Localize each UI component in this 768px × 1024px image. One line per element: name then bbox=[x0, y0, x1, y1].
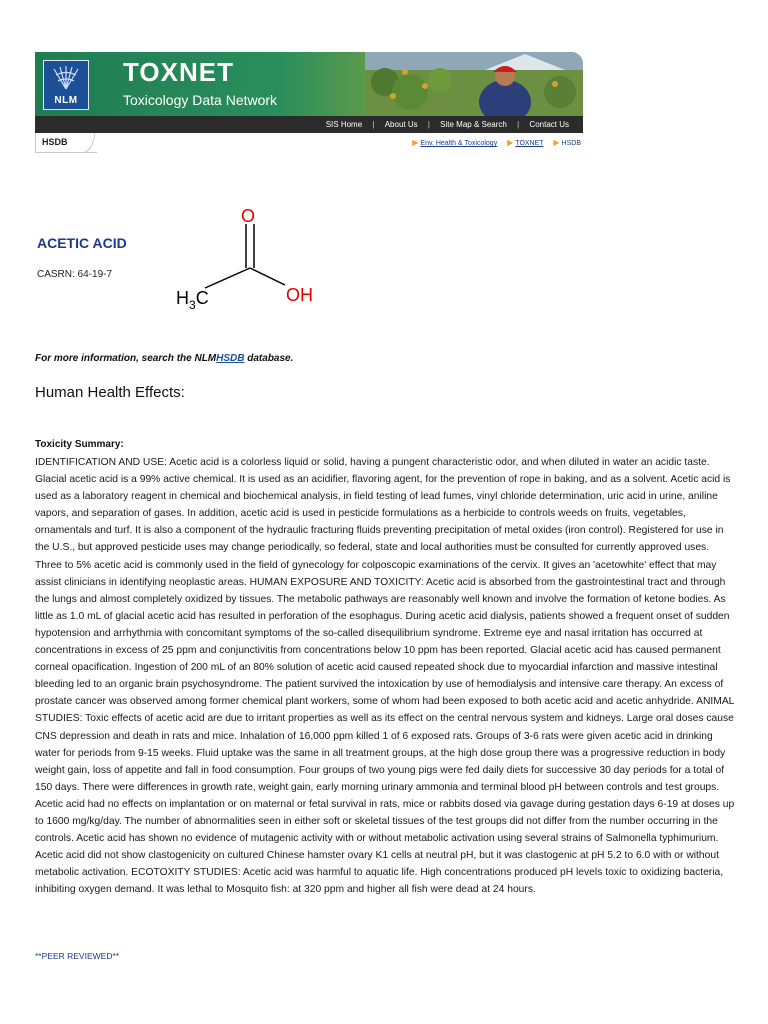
arrow-right-icon: ▶ bbox=[412, 138, 419, 147]
nav-about-us[interactable]: About Us bbox=[384, 120, 418, 129]
nlm-logo-text: NLM bbox=[54, 95, 78, 106]
nav-site-map-search[interactable]: Site Map & Search bbox=[440, 120, 507, 129]
site-title[interactable]: TOXNET bbox=[123, 57, 234, 87]
toxicity-summary-label: Toxicity Summary: bbox=[35, 439, 124, 450]
nav-contact-us[interactable]: Contact Us bbox=[529, 120, 569, 129]
breadcrumb-toxnet[interactable]: TOXNET bbox=[515, 140, 544, 147]
breadcrumb-env-health[interactable]: Env. Health & Toxicology bbox=[420, 140, 498, 147]
more-info-line bbox=[35, 353, 293, 364]
more-info-suffix: database. bbox=[244, 353, 294, 364]
arrow-right-icon: ▶ bbox=[553, 138, 560, 147]
site-subtitle: Toxicology Data Network bbox=[123, 92, 278, 108]
top-nav-bar bbox=[35, 116, 583, 133]
toxnet-banner bbox=[35, 52, 583, 116]
breadcrumb-hsdb: HSDB bbox=[561, 140, 581, 147]
tab-row bbox=[35, 133, 583, 153]
casrn: CASRN: 64-19-7 bbox=[37, 269, 113, 280]
hsdb-link[interactable]: HSDB bbox=[216, 353, 245, 364]
nlm-logo[interactable] bbox=[43, 60, 89, 110]
banner-photo bbox=[365, 52, 583, 116]
section-title: Human Health Effects: bbox=[35, 384, 185, 401]
toxicity-summary-text: IDENTIFICATION AND USE: Acetic acid is a colorless liquid or solid, having a pungent characteristic odor, and when diluted in water an acidic taste. Glacial acetic acid is a 99% active chemical. It is used as an acidifier, flavoring agent, for the prevention of rope in baking, and as a solvent. Acetic acid is used as a laboratory reagent in chemical and biochemical analysis, in field testing of lead fumes, vinyl chloride determination, uric acid in urine, aniline vapors, and separation of gases. In addition, acetic acid is used in pesticide formulations as a herbicide to controls weeds on fruits, vegetables, ornamentals and turf. It is also a component of the hydraulic fracturing fluids preventing precipitation of metal oxides (iron control). Registered for use in the U.S., but approved pesticide uses may change periodically, so federal, state and local authorities must be consulted for currently approved uses. Three to 5% acetic acid is commonly used in the field of gynecology for colposcopic examinations of the cervix. It gives an 'acetowhite' effect that may assist clinicians in identifying neoplastic areas. HUMAN EXPOSURE AND TOXICITY: Acetic acid is absorbed from the gastrointestinal tract and through the lungs and almost completely oxidized by tissues. The metabolic pathways are reasonably well known and involve the formation of ketone bodies. As little as 1.0 mL of glacial acetic acid has resulted in perforation of the esophagus. During acetic acid dialysis, patients showed a frequent onset of sudden hypotension and arrhythmia with concomitant symptoms of the so-called disequilibrium syndrome. Extreme eye and nasal irritation has occurred at concentrations in excess of 25 ppm and conjunctivitis from concentrations below 10 ppm has been reported. Glacial acetic acid has caused permanent corneal opacification. Ingestion of 200 mL of an 80% solution of acetic acid caused repeated shock due to myocardial infarction and massive intestinal bleeding led to an organic brain psychosyndrome. The patient survived the intoxication by use of hemodialysis and intensive care therapy. An excess of prostate cancer was observed among former chemical plant workers, some of whom had been exposed to both acetic acid and acetic anhydride. ANIMAL STUDIES: Toxic effects of acetic acid are due to irritant properties as well as its effect on the central nervous system and kidneys. Large oral doses cause CNS depression and death in rats and mice. Inhalation of 16,000 ppm killed 1 of 6 exposed rats. Groups of 3-6 rats were given acetic acid in drinking water for periods from 9-15 weeks. Fluid uptake was the same in all treatment groups, at the high dose group there was a progressive reduction in body weight gain, loss of appetite and fall in food consumption. Four groups of two young pigs were fed daily diets for successive 30 day periods for a total of 150 days. There were differences in growth rate, weight gain, early morning urinary ammonia and terminal blood pH between controls and test groups. Acetic acid had no effects on implantation or on maternal or fetal survival in rats, mice or rabbits dosed via gavage during gestation days 6-19 at doses up to 1600 mg/kg/day. The number of abnormalities seen in either soft or skeletal tissues of the test groups did not differ from the number occurring in the controls. Acetic acid has shown no evidence of mutagenic activity with or without metabolic activation using several strains of Salmonella typhimurium. Acetic acid did not show clastogenicity on cultured Chinese hamster ovary K1 cells at neutral pH, but it was clastogenic at pH 5.2 to 6.0 with or without metabolic activation. ECOTOXITY STUDIES: Acetic acid was harmful to aquatic life. High concentrations produced pH levels toxic to oxidizing bacteria, inhibiting oxygen demand. It was lethal to Mosquito fish: at 320 ppm and higher all fish were dead at 24 hours. bbox=[35, 457, 735, 896]
oxygen-label: O bbox=[241, 206, 256, 226]
tab-hsdb[interactable]: HSDB bbox=[35, 133, 97, 153]
arrow-right-icon: ▶ bbox=[507, 138, 514, 147]
compound-name: ACETIC ACID bbox=[37, 235, 127, 251]
nav-separator: | bbox=[517, 120, 520, 129]
nav-sis-home[interactable]: SIS Home bbox=[325, 120, 363, 129]
hydroxyl-label: OH bbox=[286, 285, 313, 305]
nlm-globe-icon bbox=[51, 65, 81, 91]
acetic-acid-structure bbox=[170, 200, 330, 315]
more-info-prefix: For more information, search the NLM bbox=[35, 353, 217, 364]
methyl-label: $H_3C$ bbox=[176, 288, 209, 312]
breadcrumb bbox=[404, 138, 581, 147]
peer-reviewed-badge: **PEER REVIEWED** bbox=[35, 951, 120, 961]
nav-separator: | bbox=[427, 120, 430, 129]
nav-separator: | bbox=[372, 120, 375, 129]
tab-curve bbox=[85, 133, 95, 152]
